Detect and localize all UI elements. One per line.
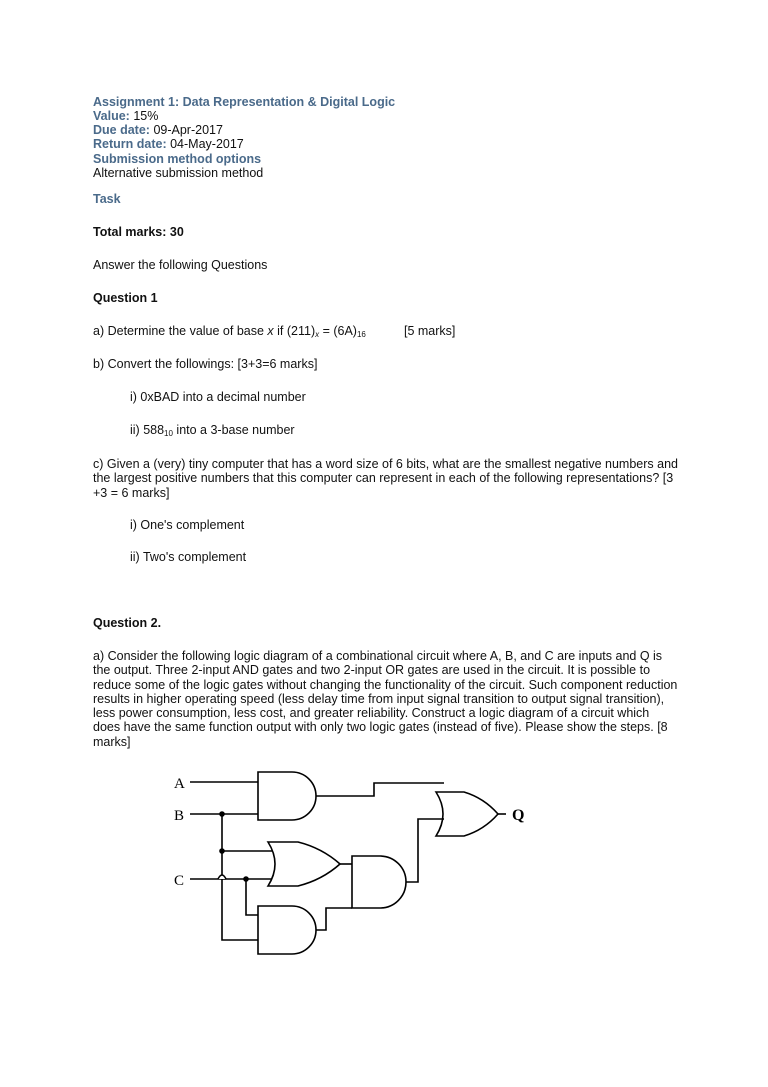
q1a-mid: if (211) [273,324,316,338]
junction-b [219,811,225,817]
wire-c-to-and3 [246,879,258,915]
return-text: 04-May-2017 [170,137,244,151]
task-heading: Task [93,192,121,206]
label-q: Q [512,807,525,824]
q1bii-post: into a 3-base number [172,423,295,437]
question-2-title: Question 2. [93,616,162,630]
logic-circuit-diagram [0,760,768,960]
wire-b-branch [222,814,258,940]
return-label: Return date: [93,137,167,151]
value-label: Value: [93,109,130,123]
q1bii-sub: 10 [164,429,173,438]
wire-and3-out [316,908,352,930]
label-c: C [174,873,185,889]
junction-b2 [219,848,225,854]
q1a-prefix: a) Determine the value of base [93,324,268,338]
q1-part-b-i: i) 0xBAD into a decimal number [130,390,306,404]
q1a-sub-16: 16 [356,330,366,339]
assignment-title: Assignment 1: Data Representation & Digital Logic [93,95,396,109]
label-b: B [174,808,185,824]
q1-part-c-i: i) One's complement [130,518,245,532]
q2-part-a: a) Consider the following logic diagram of a combinational circuit where A, B, and C are inputs and Q is the output. Three 2-input AND gates and two 2-input OR gates are used in the circuit. It is possible to reduce some of the logic gates without changing the functionality of the circuit. Such component reduction results in higher operating speed (less delay time from input signal transition to output signal transition), less power consumption, less cost, and greater reliability. Construct a logic diagram of a circuit which does have the same function output with only two logic gates (instead of five). Please show the steps. [8 marks] [93,649,678,749]
question-1-title: Question 1 [93,291,158,305]
due-label: Due date: [93,123,150,137]
or-gate-2 [436,792,498,836]
q1a-sub-x: x [315,330,320,339]
and-gate-1 [258,772,316,820]
and-gate-3 [258,906,316,954]
q1a-eq: = (6A) [319,324,357,338]
due-line [93,123,223,137]
q1-part-c: c) Given a (very) tiny computer that has a word size of 6 bits, what are the smallest negative numbers and the largest positive numbers that this computer can represent in each of the following representations? [3 +3 = 6 marks] [93,457,678,500]
wire-and2-out [406,819,444,882]
submission-value: Alternative submission method [93,166,264,180]
submission-label: Submission method options [93,152,262,166]
q1-part-b: b) Convert the followings: [3+3=6 marks] [93,357,318,371]
value-line [93,109,158,123]
value-text: 15% [133,109,159,123]
total-marks: Total marks: 30 [93,225,184,239]
q1-part-b-ii [130,423,295,438]
q1a-var: x [267,324,274,338]
q1bii-pre: ii) 588 [130,423,165,437]
and-gate-2 [352,856,406,908]
wire-and1-out [316,783,444,796]
intro-text: Answer the following Questions [93,258,268,272]
label-a: A [174,776,185,792]
q1-part-a [93,324,366,339]
q1-part-c-ii: ii) Two's complement [130,550,247,564]
due-text: 09-Apr-2017 [153,123,223,137]
or-gate-1 [268,842,340,886]
junction-c [243,876,249,882]
q1a-marks: [5 marks] [404,324,456,338]
return-line [93,137,244,151]
wire-crossing-hop [218,875,226,879]
